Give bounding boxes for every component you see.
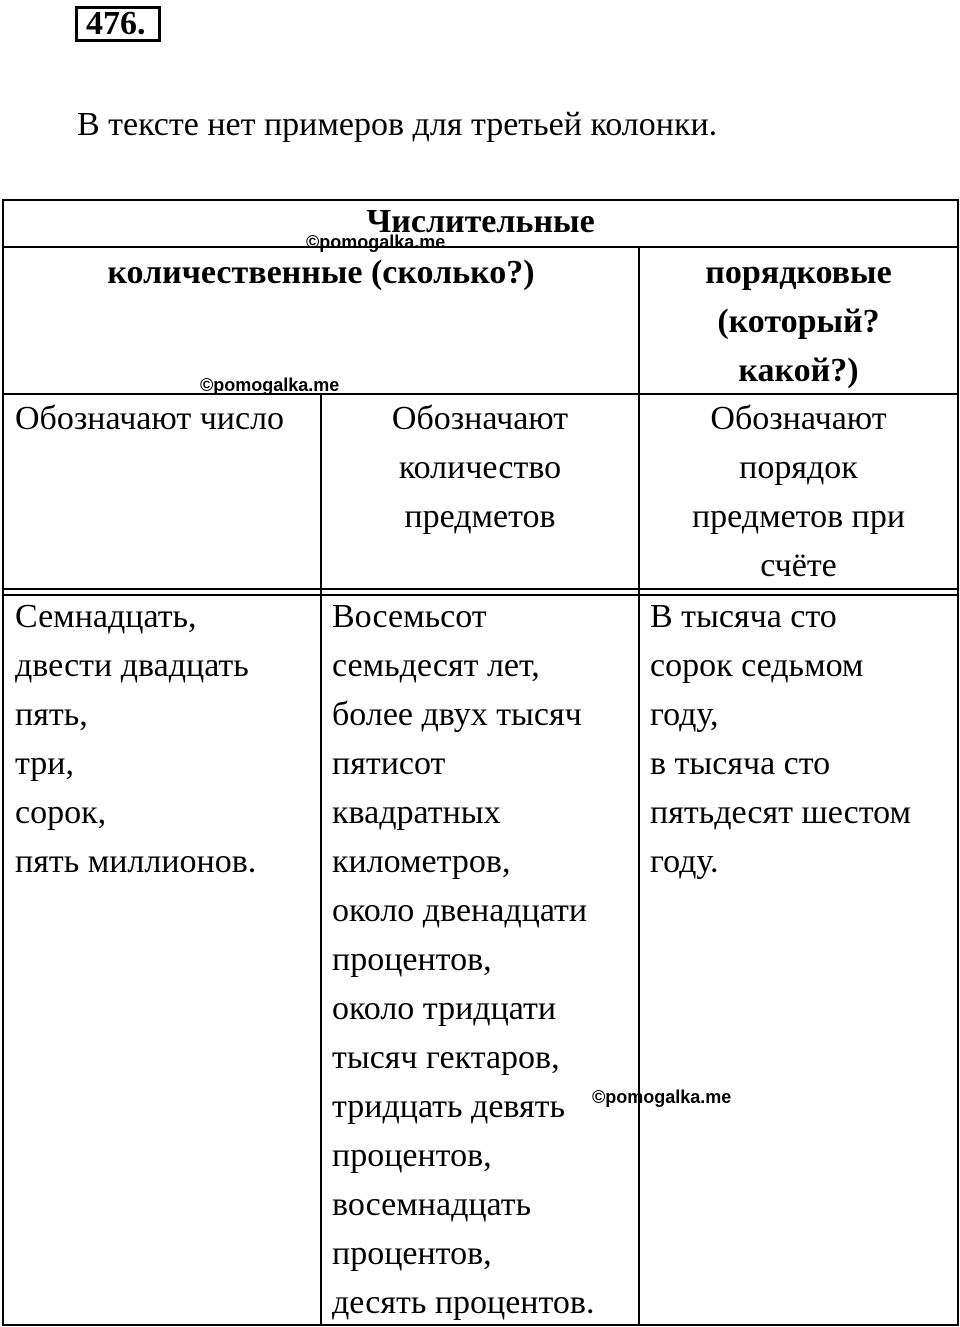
watermark: ©pomogalka.me	[306, 232, 446, 252]
examples-number: Семнадцать, двести двадцать пять, три, сорок, пять миллионов.	[15, 598, 257, 880]
definition-quantity: Обозначают количество предметов	[391, 400, 569, 535]
header-cardinal: количественные (сколько?)	[107, 254, 535, 291]
table-border-right	[957, 199, 959, 1326]
intro-text: В тексте нет примеров для третьей колонки.	[77, 106, 718, 143]
table-title: Числительные	[366, 203, 595, 240]
definition-number: Обозначают число	[15, 400, 285, 437]
task-number: 476.	[75, 6, 161, 42]
watermark: ©pomogalka.me	[200, 375, 340, 395]
table-border-left	[2, 199, 4, 1326]
examples-quantity: Восемьсот семьдесят лет, более двух тысяч пятисот квадратных километров, около двенадцати процентов, около тридцати тысяч гектаров, тридцать девять процентов, восемнадцать процентов, десять процентов.	[332, 598, 595, 1321]
watermark: ©pomogalka.me	[592, 1087, 732, 1107]
definition-order: Обозначают порядок предметов при счёте	[691, 400, 906, 584]
header-ordinal: порядковые (который? какой?)	[705, 254, 892, 389]
examples-order: В тысяча сто сорок седьмом году, в тысяча сто пятьдесят шестом году.	[650, 598, 912, 880]
